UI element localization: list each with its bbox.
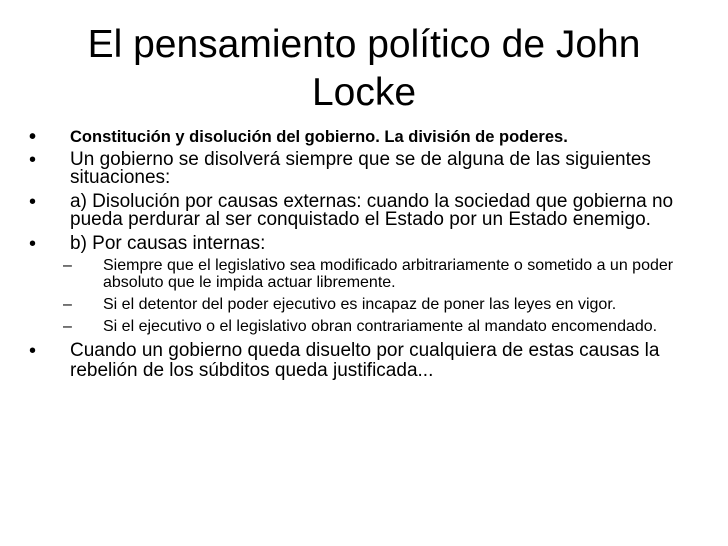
sub-list-item — [63, 257, 701, 291]
sub-list — [63, 257, 701, 335]
bullet-icon: • — [29, 191, 37, 213]
list-item-text: a) Disolución por causas externas: cuando la sociedad que gobierna no pueda perdurar al ser conquistado el Estado por un Estado enemigo. — [70, 191, 674, 230]
list-item — [29, 341, 701, 381]
list-item-text: Cuando un gobierno queda disuelto por cualquiera de estas causas la rebelión de los súbditos queda justificada... — [70, 340, 660, 381]
sub-list-item-text: Si el detentor del poder ejecutivo es incapaz de poner las leyes en vigor. — [103, 296, 617, 313]
sub-list-item — [63, 318, 701, 335]
list-item-text: b) Por causas internas: — [70, 233, 266, 254]
list-item — [29, 126, 701, 148]
sub-list-item-text: Siempre que el legislativo sea modificado arbitrariamente o sometido a un poder absoluto que le impida actuar libremente. — [103, 257, 674, 291]
list-item-text: Un gobierno se disolverá siempre que se de alguna de las siguientes situaciones: — [70, 149, 651, 188]
list-item — [29, 193, 701, 229]
bullet-icon: • — [29, 126, 37, 148]
dash-icon: – — [63, 318, 72, 335]
list-item-text: Constitución y disolución del gobierno. La división de poderes. — [70, 128, 568, 146]
dash-icon: – — [63, 296, 72, 313]
bullet-icon: • — [29, 149, 37, 171]
sub-list-item-text: Si el ejecutivo o el legislativo obran contrariamente al mandato encomendado. — [103, 318, 658, 335]
list-item — [29, 151, 701, 187]
list-item — [29, 235, 701, 335]
bullet-icon: • — [29, 340, 37, 362]
bullet-list — [29, 126, 701, 387]
sub-list-item — [63, 296, 701, 313]
dash-icon: – — [63, 257, 72, 274]
slide-title: El pensamiento político de John Locke — [87, 23, 641, 114]
bullet-icon: • — [29, 233, 37, 255]
